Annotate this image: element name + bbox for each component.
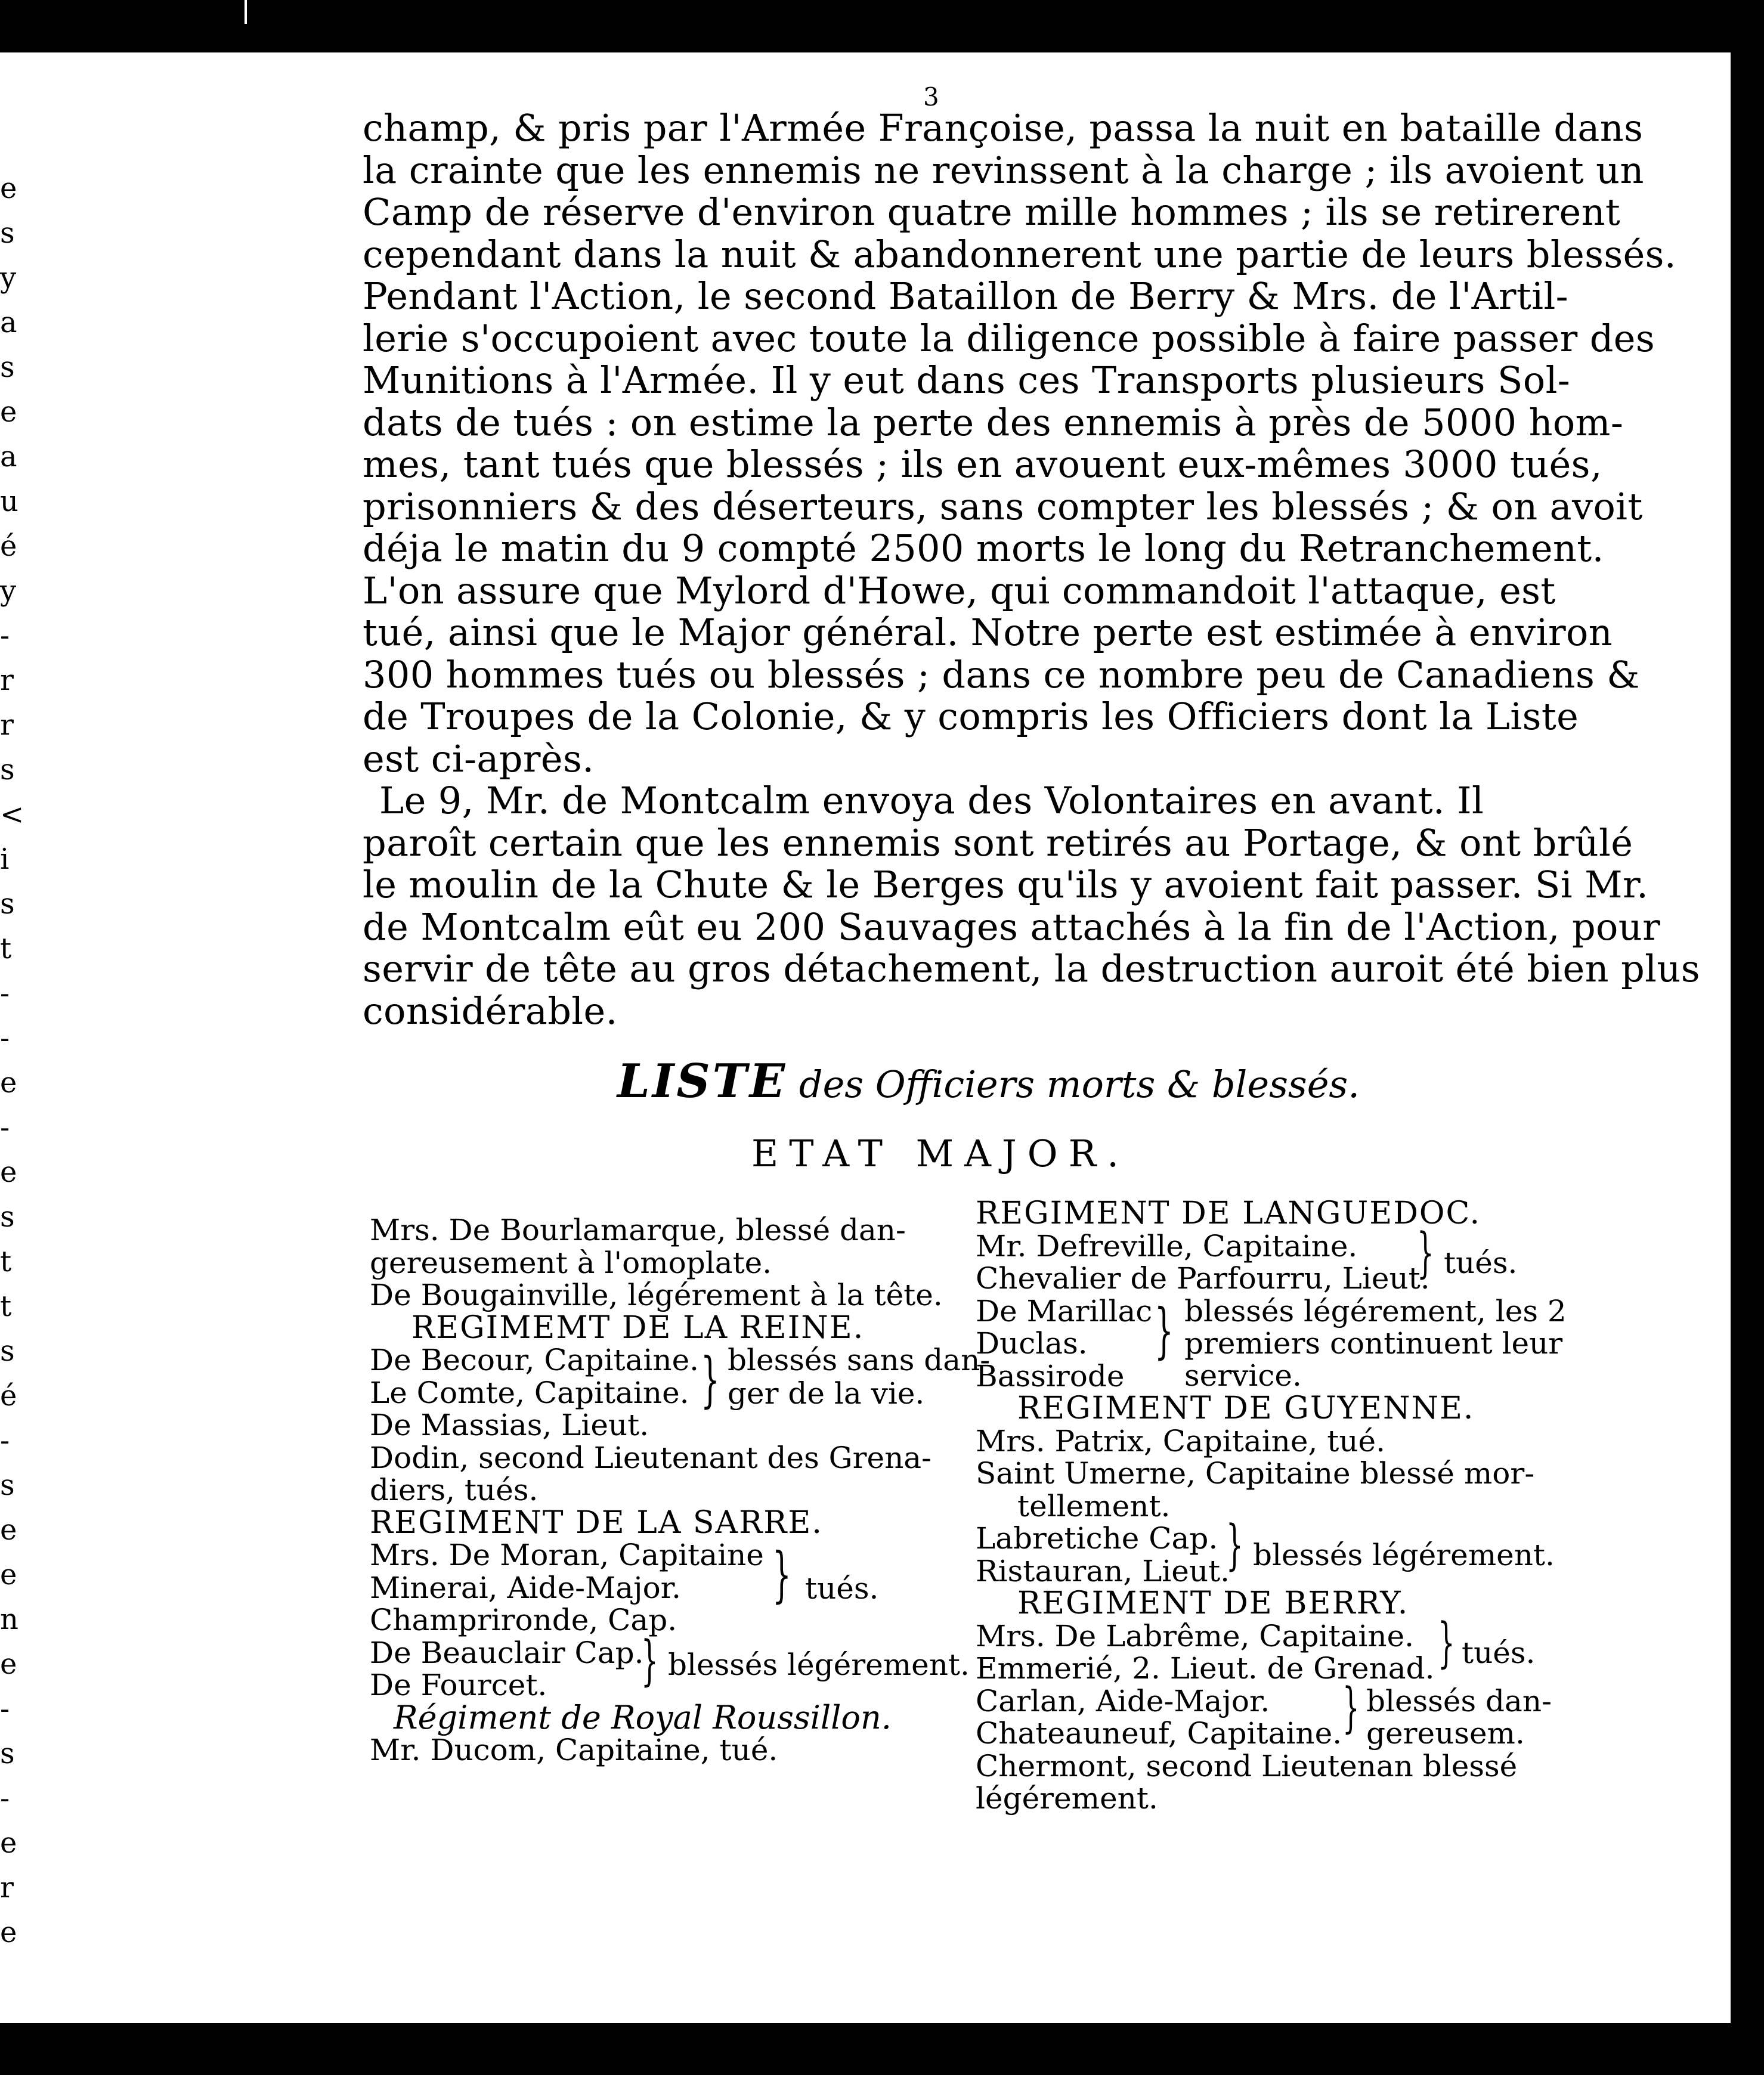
body-line: paroît certain que les ennemis sont retirés au Portage, & ont brûlé	[363, 820, 1633, 865]
edge-letter: r	[0, 708, 14, 742]
brace-label: blessés sans dan-	[728, 1343, 991, 1377]
top-scan-mark	[245, 0, 247, 24]
body-line: Pendant l'Action, le second Bataillon de Berry & Mrs. de l'Artil-	[363, 274, 1569, 318]
edge-letter: t	[0, 932, 12, 965]
officer-entry: diers, tués.	[370, 1473, 539, 1507]
book-page	[0, 52, 1731, 2023]
body-line: est ci-après.	[363, 736, 595, 781]
body-line: de Montcalm eût eu 200 Sauvages attachés à la fin de l'Action, pour	[363, 905, 1661, 949]
edge-letter: r	[0, 664, 14, 697]
edge-letter: a	[0, 306, 17, 339]
brace-label: blessés légérement, les 2	[1184, 1293, 1567, 1328]
reine-brace-group	[370, 1343, 991, 1442]
regiment-heading-berry: REGIMENT DE BERRY.	[1017, 1585, 1409, 1621]
sarre-brace-group-2	[370, 1629, 970, 1702]
regiment-heading-reine: REGIMEMT DE LA REINE.	[411, 1309, 865, 1346]
brace-label: service.	[1184, 1358, 1302, 1393]
body-line: servir de tête au gros détachement, la destruction auroit été bien plus	[363, 947, 1700, 990]
edge-letter: <	[0, 798, 24, 831]
edge-letter: r	[0, 1871, 14, 1904]
edge-letter: -	[0, 1021, 10, 1055]
edge-letter: n	[0, 1603, 18, 1636]
officer-entry: Dodin, second Lieutenant des Grena-	[370, 1440, 931, 1475]
body-line: cependant dans la nuit & abandonnerent une partie de leurs blessés.	[363, 232, 1677, 276]
officer-entry: De Fourcet.	[370, 1668, 547, 1702]
facing-page-edge	[0, 172, 24, 1961]
body-line: L'on assure que Mylord d'Howe, qui commandoit l'attaque, est	[363, 568, 1556, 612]
officer-entry: Duclas.	[976, 1326, 1088, 1361]
edge-letter: s	[0, 887, 15, 921]
edge-letter: s	[0, 1200, 15, 1234]
officer-entry: Minerai, Aide-Major.	[370, 1570, 681, 1605]
etat-major-entry: De Bougainville, légérement à la tête.	[370, 1278, 943, 1312]
regiment-heading-sarre: REGIMENT DE LA SARRE.	[370, 1504, 823, 1541]
brace-label: tués.	[1444, 1245, 1518, 1280]
edge-letter: é	[0, 1379, 17, 1413]
edge-letter: s	[0, 1334, 15, 1368]
officer-entry: Mr. Ducom, Capitaine, tué.	[370, 1733, 778, 1767]
officer-entry: Labretiche Cap.	[976, 1521, 1218, 1556]
officer-entry: Mr. Defreville, Capitaine.	[976, 1228, 1358, 1263]
edge-letter: s	[0, 753, 15, 786]
languedoc-brace-group-2	[976, 1295, 1572, 1393]
body-line: prisonniers & des déserteurs, sans compter les blessés ; & on avoit	[363, 484, 1643, 528]
officer-entry: Mrs. De Labrême, Capitaine.	[976, 1618, 1415, 1653]
officer-entry: tellement.	[1017, 1488, 1171, 1523]
edge-letter: -	[0, 1424, 10, 1457]
officers-right-column	[976, 1197, 1572, 1815]
body-line: de Troupes de la Colonie, & y compris les Officiers dont la Liste	[363, 695, 1579, 738]
list-title-subtitle: des Officiers morts & blessés.	[799, 1063, 1360, 1106]
officer-entry: Chevalier de Parfourru, Lieut.	[976, 1261, 1430, 1296]
brace-symbol: }	[1342, 1676, 1360, 1739]
berry-brace-group-2	[976, 1676, 1572, 1751]
officer-entry: Chateauneuf, Capitaine.	[976, 1716, 1342, 1751]
edge-letter: y	[0, 574, 17, 608]
regiment-heading-languedoc: REGIMENT DE LANGUEDOC.	[976, 1196, 1481, 1231]
list-title	[617, 1054, 1360, 1108]
edge-letter: u	[0, 485, 18, 518]
brace-label: tués.	[805, 1571, 879, 1606]
body-line: champ, & pris par l'Armée Françoise, passa la nuit en bataille dans	[363, 106, 1644, 150]
body-line: Le 9, Mr. de Montcalm envoya des Volontaires en avant. Il	[379, 779, 1484, 822]
edge-letter: e	[0, 172, 17, 205]
body-line: le moulin de la Chute & le Berges qu'ils y avoient fait passer. Si Mr.	[363, 863, 1649, 906]
officer-entry: Chermont, second Lieutenan blessé	[976, 1748, 1518, 1783]
officer-entry: Bassirode	[976, 1358, 1125, 1393]
body-line: Camp de réserve d'environ quatre mille hommes ; ils se retirerent	[363, 190, 1621, 234]
edge-letter: e	[0, 1156, 17, 1189]
officer-entry: De Beauclair Cap.	[370, 1635, 644, 1670]
edge-letter: s	[0, 351, 15, 384]
body-line: considérable.	[363, 989, 618, 1033]
body-line: la crainte que les ennemis ne revinssent à la charge ; ils avoient un	[363, 148, 1644, 192]
officer-entry: Champrironde, Cap.	[370, 1603, 677, 1637]
brace-label: tués.	[1462, 1635, 1536, 1670]
edge-letter: -	[0, 619, 10, 652]
edge-letter: e	[0, 1826, 17, 1860]
brace-label: blessés légérement.	[668, 1647, 970, 1682]
brace-symbol: }	[1155, 1295, 1174, 1365]
officer-entry: Le Comte, Capitaine.	[370, 1375, 689, 1410]
officer-entry: légérement.	[976, 1781, 1158, 1816]
regiment-heading-roussillon: Régiment de Royal Roussillon.	[394, 1698, 892, 1736]
list-title-main: LISTE	[617, 1054, 788, 1108]
officer-entry: De Becour, Capitaine.	[370, 1343, 700, 1377]
body-paragraphs	[363, 106, 1700, 1033]
sarre-brace-group	[370, 1539, 954, 1637]
brace-symbol: }	[1226, 1514, 1243, 1577]
guyenne-brace-group	[976, 1514, 1572, 1588]
edge-letter: a	[0, 440, 17, 473]
brace-label: premiers continuent leur	[1184, 1325, 1563, 1361]
body-line: mes, tant tués que blessés ; ils en avouent eux-mêmes 3000 tués,	[363, 442, 1602, 486]
edge-letter: -	[0, 977, 10, 1010]
brace-label: blessés légérement.	[1253, 1538, 1555, 1572]
edge-letter: é	[0, 529, 17, 563]
brace-label: ger de la vie.	[728, 1376, 925, 1411]
edge-letter: s	[0, 216, 15, 250]
officer-entry: Mrs. Patrix, Capitaine, tué.	[976, 1423, 1386, 1458]
edge-letter: e	[0, 1066, 17, 1100]
edge-letter: i	[0, 843, 10, 876]
officer-entry: Emmerié, 2. Lieut. de Grenad.	[976, 1651, 1435, 1686]
brace-symbol: }	[641, 1629, 658, 1692]
regiment-heading-guyenne: REGIMENT DE GUYENNE.	[1017, 1390, 1475, 1426]
brace-label: gereusem.	[1366, 1715, 1525, 1751]
edge-letter: e	[0, 1916, 17, 1949]
brace-symbol: }	[1417, 1221, 1434, 1284]
etat-major-entry: Mrs. De Bourlamarque, blessé dan-	[370, 1213, 906, 1247]
brace-symbol: }	[701, 1345, 720, 1414]
officer-entry: Ristauran, Lieut.	[976, 1553, 1230, 1588]
berry-brace-group	[976, 1611, 1572, 1686]
etat-major-entry: gereusement à l'omoplate.	[370, 1245, 772, 1280]
edge-letter: t	[0, 1245, 12, 1278]
edge-letter: e	[0, 395, 17, 429]
officer-entry: Saint Umerne, Capitaine blessé mor-	[976, 1456, 1535, 1491]
body-line: Munitions à l'Armée. Il y eut dans ces Transports plusieurs Sol-	[363, 358, 1571, 402]
officers-left-column	[370, 1213, 991, 1767]
page-number: 3	[923, 82, 939, 112]
officer-entry: Carlan, Aide-Major.	[976, 1683, 1270, 1718]
etat-major-heading: ETAT MAJOR.	[751, 1132, 1129, 1175]
body-line: déja le matin du 9 compté 2500 morts le long du Retranchement.	[363, 527, 1604, 570]
edge-letter: -	[0, 1692, 10, 1726]
brace-symbol: }	[772, 1540, 791, 1609]
officer-entry: De Massias, Lieut.	[370, 1408, 649, 1442]
edge-letter: -	[0, 1782, 10, 1815]
languedoc-brace-group	[976, 1221, 1572, 1296]
edge-letter: y	[0, 261, 17, 295]
edge-letter: s	[0, 1737, 15, 1770]
body-line: 300 hommes tués ou blessés ; dans ce nombre peu de Canadiens &	[363, 652, 1640, 696]
body-line: lerie s'occupoient avec toute la diligence possible à faire passer des	[363, 316, 1655, 360]
edge-letter: e	[0, 1558, 17, 1591]
brace-label: blessés dan-	[1366, 1683, 1552, 1718]
edge-letter: s	[0, 1469, 15, 1502]
officer-entry: Mrs. De Moran, Capitaine	[370, 1538, 764, 1572]
edge-letter: e	[0, 1647, 17, 1681]
body-line: tué, ainsi que le Major général. Notre perte est estimée à environ	[363, 611, 1613, 654]
edge-letter: e	[0, 1513, 17, 1547]
edge-letter: t	[0, 1290, 12, 1323]
brace-symbol: }	[1438, 1611, 1455, 1674]
edge-letter: -	[0, 1111, 10, 1144]
officer-entry: De Marillac	[976, 1293, 1153, 1328]
body-line: dats de tués : on estime la perte des ennemis à près de 5000 hom-	[363, 400, 1624, 444]
